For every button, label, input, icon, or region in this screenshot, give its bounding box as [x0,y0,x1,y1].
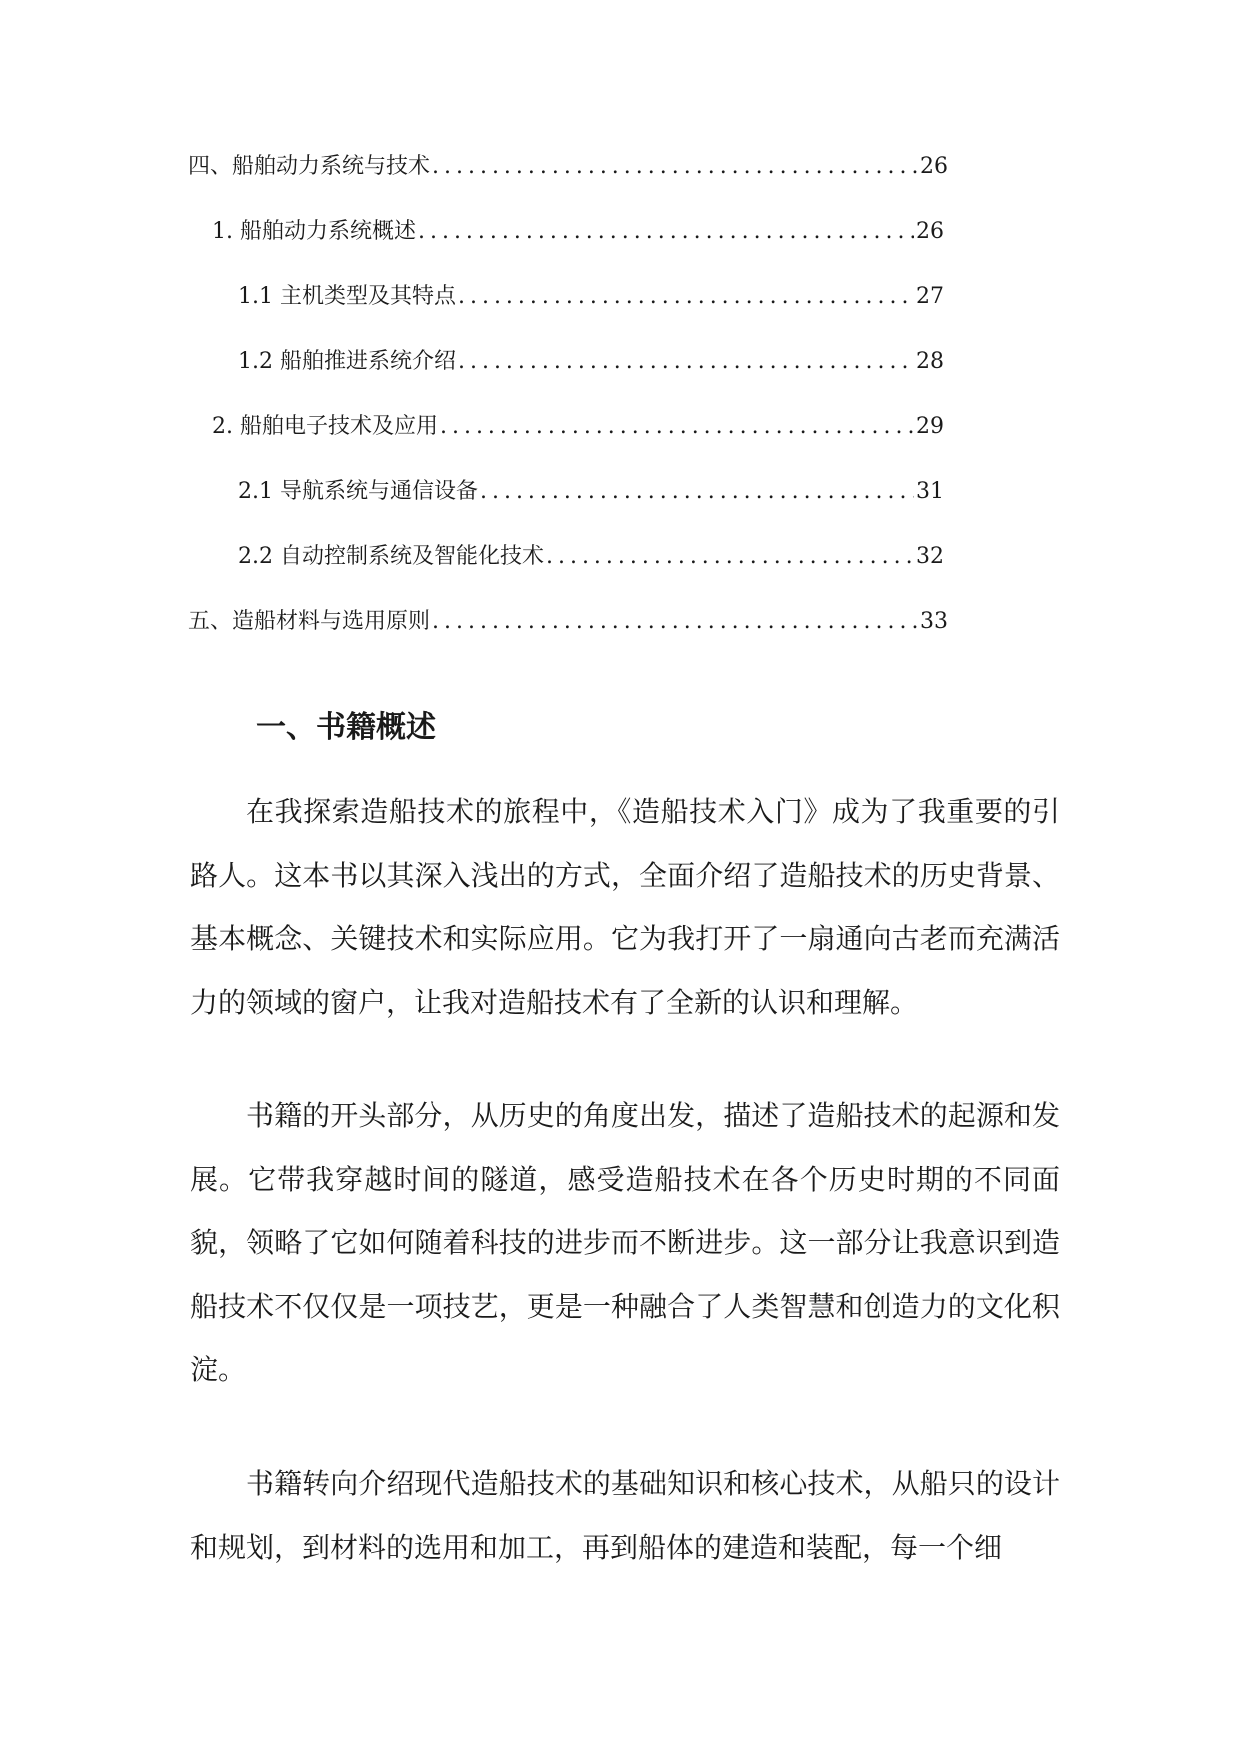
toc-entry-label: 五、造船材料与选用原则 [188,609,431,634]
toc-entry-label: 2.2 自动控制系统及智能化技术 [238,544,544,569]
toc-leader [432,152,918,182]
section-heading: 一、书籍概述 [256,710,436,745]
body-paragraph: 书籍的开头部分，从历史的角度出发，描述了造船技术的起源和发展。它带我穿越时间的隧道，感受造船技术在各个历史时期的不同面貌，领略了它如何随着科技的进步而不断进步。这一部分让我意识到造船技术不仅仅是一项技艺，更是一种融合了人类智慧和创造力的文化积淀。 [190,1099,1060,1386]
toc-entry-page: 33 [920,609,948,634]
toc-entry[interactable] [238,282,944,312]
toc-entry-page: 26 [920,154,948,179]
toc-leader [546,542,914,572]
toc-entry[interactable] [188,152,948,182]
toc-entry[interactable] [212,217,944,247]
toc-entry-page: 27 [916,284,944,309]
toc-entry-page: 32 [916,544,944,569]
toc-leader [458,282,914,312]
toc-entry-page: 26 [916,219,944,244]
toc-entry-label: 四、船舶动力系统与技术 [188,154,431,179]
toc-entry[interactable] [238,347,944,377]
toc-entry-label: 1. 船舶动力系统概述 [212,219,416,244]
toc-entry[interactable] [188,607,948,637]
toc-entry-label: 2.1 导航系统与通信设备 [238,479,478,504]
toc-leader [480,477,914,507]
toc-entry[interactable] [238,542,944,572]
toc-entry-page: 31 [916,479,944,504]
toc-entry-page: 28 [916,349,944,374]
toc-entry-page: 29 [916,414,944,439]
toc-entry-label: 2. 船舶电子技术及应用 [212,414,438,439]
toc-leader [440,412,914,442]
toc-leader [432,607,918,637]
toc-leader [418,217,914,247]
body-paragraph: 书籍转向介绍现代造船技术的基础知识和核心技术，从船只的设计和规划，到材料的选用和加工，再到船体的建造和装配，每一个细 [190,1467,1060,1564]
toc-leader [458,347,914,377]
toc-entry-label: 1.1 主机类型及其特点 [238,284,456,309]
toc-entry[interactable] [212,412,944,442]
body-paragraph: 在我探索造船技术的旅程中，《造船技术入门》成为了我重要的引路人。这本书以其深入浅出的方式，全面介绍了造船技术的历史背景、基本概念、关键技术和实际应用。它为我打开了一扇通向古老而充满活力的领域的窗户，让我对造船技术有了全新的认识和理解。 [190,795,1060,1019]
toc-entry-label: 1.2 船舶推进系统介绍 [238,349,456,374]
toc-entry[interactable] [238,477,944,507]
